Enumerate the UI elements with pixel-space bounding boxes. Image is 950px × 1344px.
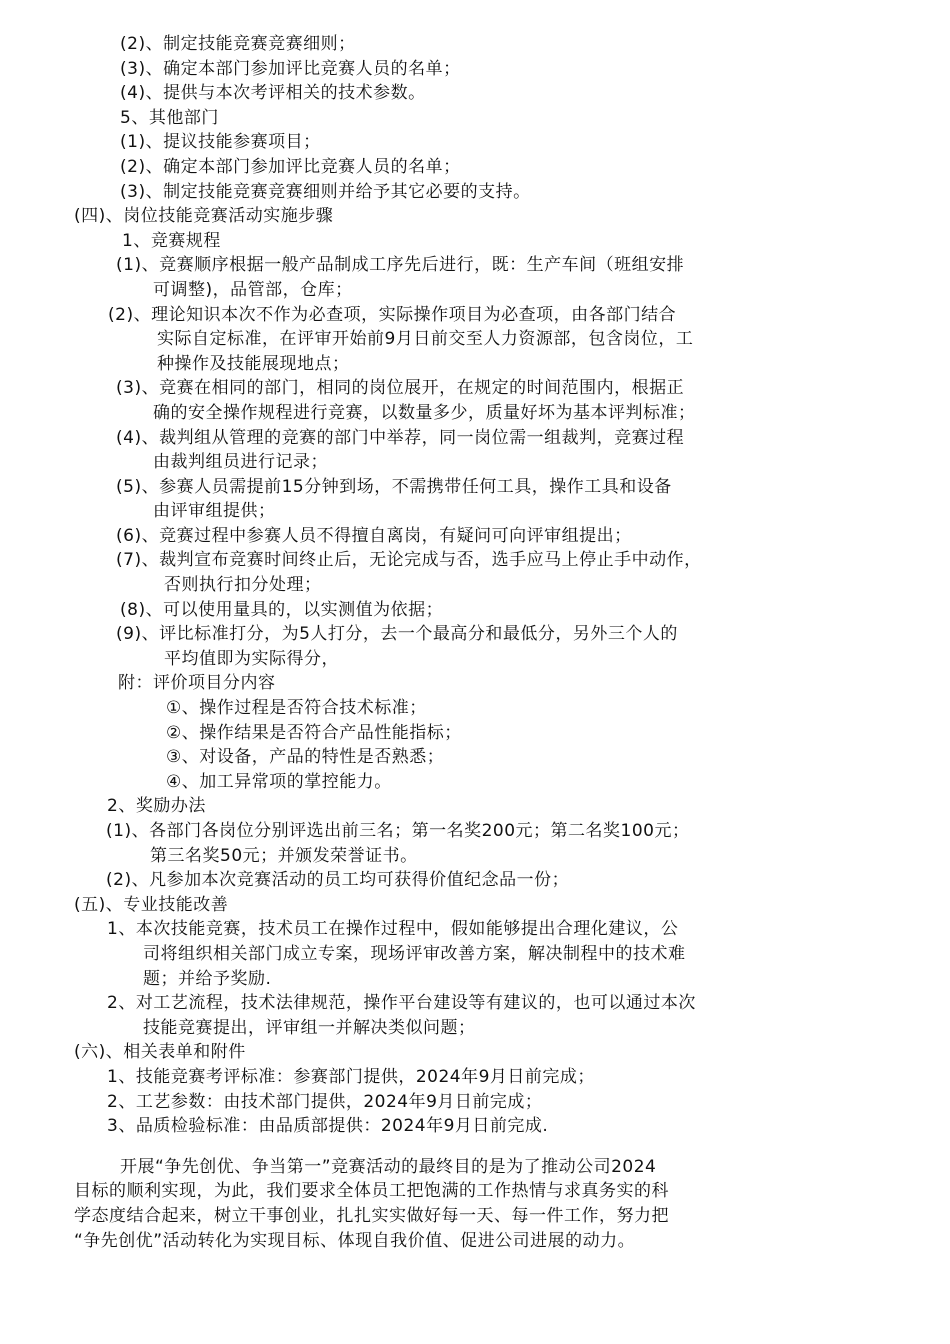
- text-line: (1)、各部门各岗位分别评选出前三名；第一名奖200元；第二名奖100元；: [106, 821, 690, 841]
- text-line: 2、对工艺流程，技术法律规范，操作平台建设等有建议的，也可以通过本次: [107, 993, 696, 1014]
- closing-line: “争先创优”活动转化为实现目标、体现自我价值、促进公司进展的动力。: [74, 1230, 636, 1251]
- closing-line: 开展“争先创优、争当第一”竞赛活动的最终目的是为了推动公司2024: [120, 1156, 657, 1177]
- document-page: [0, 32, 950, 1253]
- text-line: 1、竞赛规程: [122, 230, 221, 251]
- text-line: 1、技能竞赛考评标准：参赛部门提供，2024年9月日前完成；: [107, 1066, 595, 1087]
- text-line: 题；并给予奖励.: [143, 968, 272, 989]
- text-line: 平均值即为实际得分，: [164, 648, 339, 669]
- text-line: 附：评价项目分内容: [118, 673, 276, 694]
- document-body: [0, 32, 950, 1139]
- text-line: (6)、竞赛过程中参赛人员不得擅自离岗，有疑问可向评审组提出；: [116, 525, 632, 546]
- text-line: ③、对设备，产品的特性是否熟悉；: [166, 747, 445, 768]
- closing-paragraph: [0, 1155, 950, 1253]
- text-line: (4)、裁判组从管理的竞赛的部门中举荐，同一岗位需一组裁判，竞赛过程: [116, 427, 685, 448]
- text-line: (五)、专业技能改善: [74, 894, 229, 915]
- text-line: 3、品质检验标准：由品质部提供：2024年9月日前完成.: [107, 1116, 549, 1137]
- text-line: 第三名奖50元；并颁发荣誉证书。: [150, 845, 418, 866]
- text-line: 种操作及技能展现地点；: [157, 353, 350, 374]
- closing-line: 学态度结合起来，树立干事创业，扎扎实实做好每一天、每一件工作，努力把: [74, 1205, 669, 1226]
- text-line: (9)、评比标准打分，为5人打分，去一个最高分和最低分，另外三个人的: [116, 624, 678, 645]
- text-line: ④、加工异常项的掌控能力。: [166, 771, 392, 792]
- text-line: 2、工艺参数：由技术部门提供，2024年9月日前完成；: [107, 1091, 543, 1112]
- text-line: ②、操作结果是否符合产品性能指标；: [166, 722, 462, 743]
- text-line: (8)、可以使用量具的，以实测值为依据；: [120, 599, 444, 620]
- text-line: (2)、制定技能竞赛竞赛细则；: [120, 34, 356, 54]
- text-line: 由裁判组员进行记录；: [153, 452, 328, 473]
- text-line: 技能竞赛提出，评审组一并解决类似问题；: [143, 1017, 476, 1038]
- text-line: 1、本次技能竞赛，技术员工在操作过程中，假如能够提出合理化建议，公: [107, 919, 679, 940]
- text-line: (2)、凡参加本次竞赛活动的员工均可获得价值纪念品一份；: [106, 870, 570, 891]
- text-line: 5、其他部门: [120, 107, 219, 128]
- text-line: (4)、提供与本次考评相关的技术参数。: [120, 83, 426, 104]
- text-line: (四)、岗位技能竞赛活动实施步骤: [74, 206, 334, 227]
- text-line: (3)、竞赛在相同的部门，相同的岗位展开，在规定的时间范围内，根据正: [116, 378, 685, 399]
- text-line: 2、奖励办法: [107, 796, 206, 817]
- text-line: 实际自定标准，在评审开始前9月日前交至人力资源部，包含岗位，工: [157, 329, 694, 350]
- text-line: (1)、竞赛顺序根据一般产品制成工序先后进行，既：生产车间（班组安排: [116, 255, 685, 276]
- text-line: 可调整)，品管部，仓库；: [153, 279, 353, 300]
- text-line: (2)、确定本部门参加评比竞赛人员的名单；: [120, 156, 461, 177]
- text-line: (3)、确定本部门参加评比竞赛人员的名单；: [120, 58, 461, 79]
- text-line: 否则执行扣分处理；: [164, 575, 322, 596]
- text-line: (3)、制定技能竞赛竞赛细则并给予其它必要的支持。: [120, 181, 531, 202]
- text-line: 由评审组提供；: [153, 501, 276, 522]
- text-line: ①、操作过程是否符合技术标准；: [166, 698, 427, 719]
- text-line: (2)、理论知识本次不作为必查项，实际操作项目为必查项，由各部门结合: [108, 304, 677, 325]
- text-line: 司将组织相关部门成立专案，现场评审改善方案，解决制程中的技术难: [143, 943, 686, 964]
- text-line: 确的安全操作规程进行竞赛，以数量多少，质量好坏为基本评判标准；: [153, 402, 696, 423]
- text-line: (六)、相关表单和附件: [74, 1042, 246, 1063]
- text-line: (5)、参赛人员需提前15分钟到场，不需携带任何工具，操作工具和设备: [116, 476, 672, 497]
- closing-line: 目标的顺利实现，为此，我们要求全体员工把饱满的工作热情与求真务实的科: [74, 1181, 669, 1202]
- text-line: (1)、提议技能参赛项目；: [120, 132, 321, 153]
- text-line: (7)、裁判宣布竞赛时间终止后，无论完成与否，选手应马上停止手中动作，: [116, 550, 702, 571]
